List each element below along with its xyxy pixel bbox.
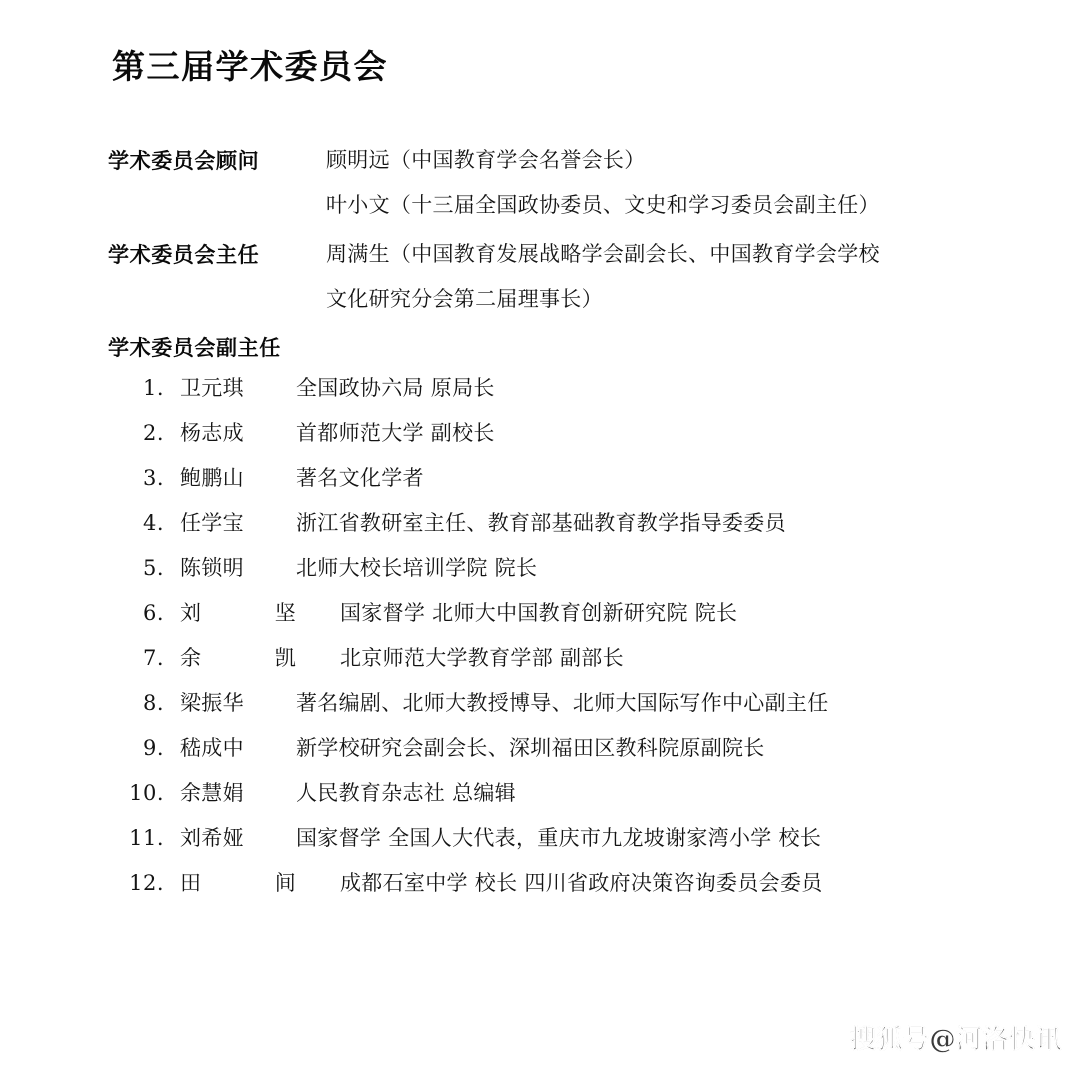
chairman-label: 学术委员会主任 xyxy=(108,242,260,267)
advisor-entry-1: 顾明远（中国教育学会名誉会长） xyxy=(326,148,646,172)
member-role: 成都石室中学 校长 四川省政府决策咨询委员会委员 xyxy=(340,871,823,895)
chairman-entry-2: 文化研究分会第二届理事长） xyxy=(326,287,603,311)
member-row xyxy=(108,372,1008,417)
member-number: 7. xyxy=(142,646,164,670)
vice-chairman-member-list xyxy=(108,372,1008,912)
member-number: 11. xyxy=(129,826,164,850)
member-row xyxy=(108,462,1008,507)
member-row xyxy=(108,417,1008,462)
advisor-row-2 xyxy=(108,183,988,228)
member-row xyxy=(108,822,1008,867)
member-number: 5. xyxy=(142,556,164,580)
member-name: 刘希娅 xyxy=(180,826,244,850)
advisor-entry-2: 叶小文（十三届全国政协委员、文史和学习委员会副主任） xyxy=(326,193,880,217)
member-name: 任学宝 xyxy=(180,511,244,535)
member-row xyxy=(108,687,1008,732)
member-role: 著名文化学者 xyxy=(296,466,424,490)
member-role: 首都师范大学 副校长 xyxy=(296,421,495,445)
member-name: 田间 xyxy=(180,871,296,895)
member-role: 新学校研究会副会长、深圳福田区教科院原副院长 xyxy=(296,736,765,760)
member-number: 12. xyxy=(129,871,164,895)
member-number: 8. xyxy=(142,691,164,715)
advisor-label: 学术委员会顾问 xyxy=(108,148,260,173)
member-role: 著名编剧、北师大教授博导、北师大国际写作中心副主任 xyxy=(296,691,829,715)
member-name: 杨志成 xyxy=(180,421,244,445)
member-number: 10. xyxy=(129,781,164,805)
chairman-section xyxy=(108,232,988,322)
member-name: 陈锁明 xyxy=(180,556,244,580)
member-role: 国家督学 全国人大代表，重庆市九龙坡谢家湾小学 校长 xyxy=(296,826,822,850)
watermark-text: 搜狐号@河洛快讯 xyxy=(849,1025,1062,1055)
member-number: 3. xyxy=(142,466,164,490)
member-name: 刘坚 xyxy=(180,601,296,625)
page-title: 第三届学术委员会 xyxy=(112,47,388,86)
member-row xyxy=(108,732,1008,777)
member-role: 北师大校长培训学院 院长 xyxy=(296,556,538,580)
member-number: 2. xyxy=(142,421,164,445)
chairman-entry-1: 周满生（中国教育发展战略学会副会长、中国教育学会学校 xyxy=(326,242,880,266)
chairman-row-2 xyxy=(108,277,988,322)
advisor-row-1 xyxy=(108,138,988,183)
member-number: 6. xyxy=(142,601,164,625)
member-number: 9. xyxy=(142,736,164,760)
member-name: 梁振华 xyxy=(180,691,244,715)
chairman-row-1 xyxy=(108,232,988,277)
member-name: 余凯 xyxy=(180,646,296,670)
member-role: 北京师范大学教育学部 副部长 xyxy=(340,646,624,670)
member-row xyxy=(108,642,1008,687)
member-row xyxy=(108,867,1008,912)
member-row xyxy=(108,552,1008,597)
member-role: 浙江省教研室主任、教育部基础教育教学指导委委员 xyxy=(296,511,786,535)
member-number: 4. xyxy=(142,511,164,535)
advisor-section xyxy=(108,138,988,228)
member-row xyxy=(108,507,1008,552)
member-role: 全国政协六局 原局长 xyxy=(296,376,495,400)
member-row xyxy=(108,777,1008,822)
member-name: 卫元琪 xyxy=(180,376,244,400)
vice-chairman-heading: 学术委员会副主任 xyxy=(108,335,281,360)
member-role: 人民教育杂志社 总编辑 xyxy=(296,781,516,805)
member-number: 1. xyxy=(142,376,164,400)
member-name: 鲍鹏山 xyxy=(180,466,244,490)
watermark xyxy=(850,1019,1062,1056)
member-name: 嵇成中 xyxy=(180,736,244,760)
member-role: 国家督学 北师大中国教育创新研究院 院长 xyxy=(340,601,738,625)
member-name: 余慧娟 xyxy=(180,781,244,805)
member-row xyxy=(108,597,1008,642)
